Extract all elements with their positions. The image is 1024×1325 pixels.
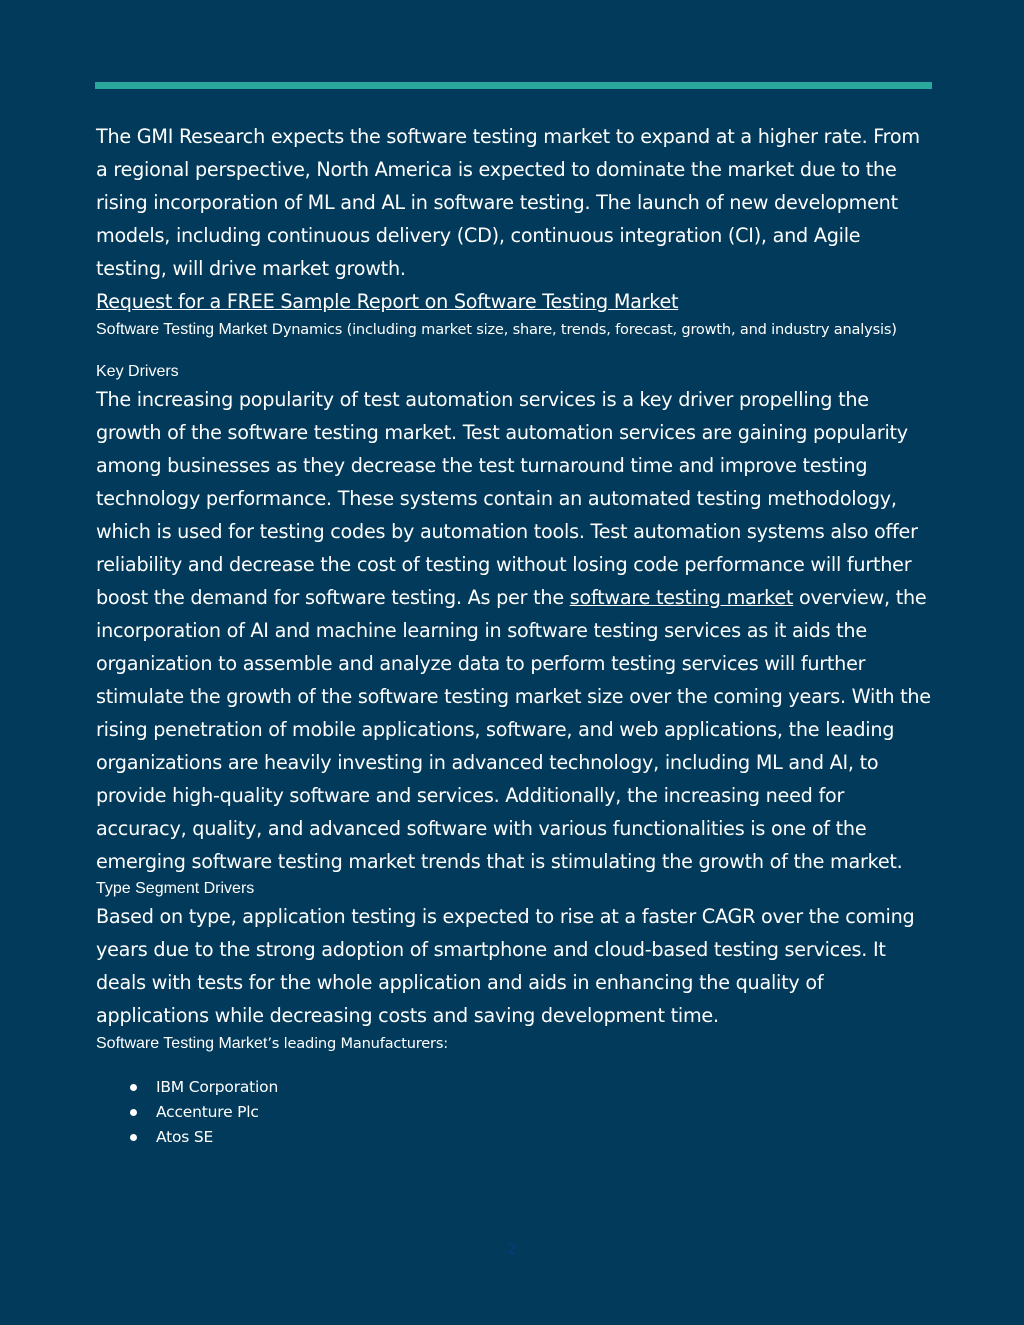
manufacturers-list (96, 1075, 932, 1150)
manufacturers-suffix: ’s leading Manufacturers: (267, 1035, 448, 1052)
list-item (96, 1075, 932, 1100)
key-drivers-heading: Key Drivers (96, 363, 179, 380)
sample-report-link[interactable]: Request for a FREE Sample Report on Software Testing Market (96, 290, 679, 313)
manufacturer-name: IBM Corporation (156, 1078, 279, 1096)
key-drivers-paragraph (96, 383, 932, 878)
type-segment-paragraph: Based on type, application testing is expected to rise at a faster CAGR over the coming years due to the strong adoption of smartphone and cloud-based testing services. It deals with tests for the whole application and aids in enhancing the quality of applications while decreasing costs and saving development time. (96, 905, 915, 1027)
dynamics-suffix: Dynamics (including market size, share, trends, forecast, growth, and industry analysis) (267, 321, 897, 338)
software-testing-market-link[interactable]: software testing market (569, 586, 794, 609)
list-item (96, 1125, 932, 1150)
bullet-icon (130, 1134, 137, 1141)
manufacturer-name: Accenture Plc (156, 1103, 259, 1121)
dynamics-line (96, 318, 932, 341)
dynamics-prefix: Software Testing Market (96, 321, 268, 338)
page-content (96, 120, 932, 1150)
sample-report-line (96, 285, 932, 318)
manufacturers-prefix: Software Testing Market (96, 1035, 268, 1052)
type-segment-heading: Type Segment Drivers (96, 880, 255, 897)
page-number: 2 (508, 1240, 516, 1256)
manufacturers-heading (96, 1032, 932, 1055)
bullet-icon (130, 1084, 137, 1091)
top-divider (95, 82, 932, 89)
manufacturer-name: Atos SE (156, 1128, 214, 1146)
list-item (96, 1100, 932, 1125)
intro-paragraph: The GMI Research expects the software testing market to expand at a higher rate. From a regional perspective, North America is expected to dominate the market due to the rising incorporation of ML and AL in software testing. The launch of new development models, including continuous delivery (CD), continuous integration (CI), and Agile testing, will drive market growth. (96, 125, 920, 280)
bullet-icon (130, 1109, 137, 1116)
key-drivers-text-before: The increasing popularity of test automation services is a key driver propelling the growth of the software testing market. Test automation services are gaining popularity among businesses as they decrease the test turnaround time and improve testing technology performance. These systems contain an automated testing methodology, which is used for testing codes by automation tools. Test automation systems also offer reliability and decrease the cost of testing without losing code performance will further boost the demand for software testing. As per the (96, 388, 918, 609)
key-drivers-text-after: overview, the incorporation of AI and machine learning in software testing services as it aids the organization to assemble and analyze data to perform testing services will further stimulate the growth of the software testing market size over the coming years. With the rising penetration of mobile applications, software, and web applications, the leading organizations are heavily investing in advanced technology, including ML and AI, to provide high-quality software and services. Additionally, the increasing need for accuracy, quality, and advanced software with various functionalities is one of the emerging software testing market trends that is stimulating the growth of the market. (96, 586, 931, 873)
